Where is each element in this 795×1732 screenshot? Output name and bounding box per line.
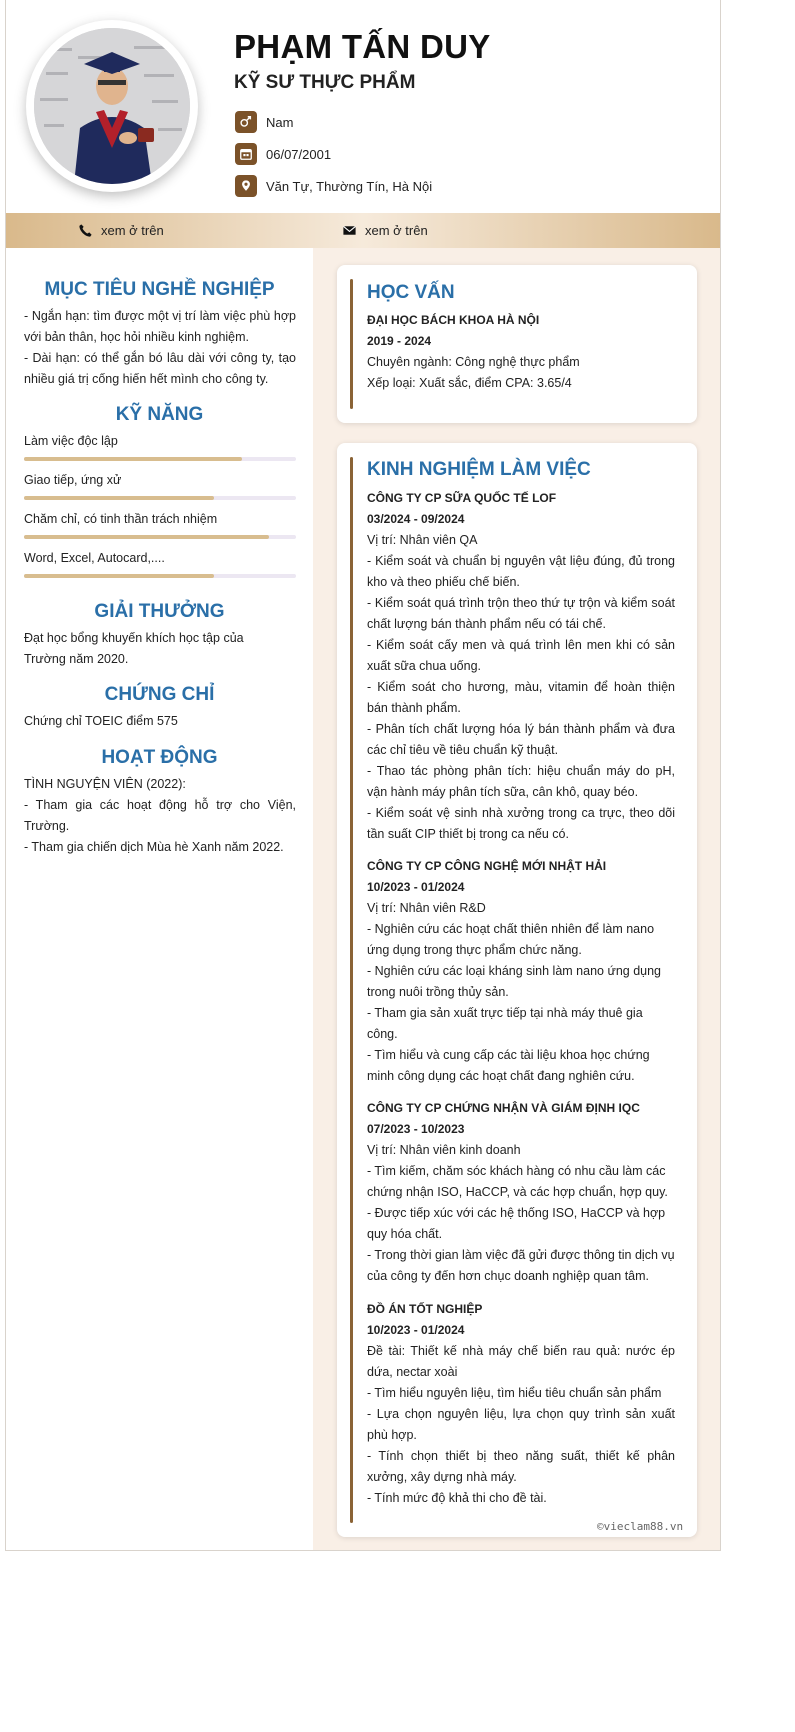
skill-bar-fill [24,496,214,500]
job-task: - Tìm hiểu và cung cấp các tài liệu khoa học chứng minh công dụng các hoạt chất đang nghiên cứu. [367,1048,650,1083]
career-heading: MỤC TIÊU NGHỀ NGHIỆP [44,279,275,300]
accent-line [350,279,353,409]
address-row [235,174,432,198]
skill-label: Chăm chỉ, có tinh thần trách nhiệm [24,512,218,526]
education-period: 2019 - 2024 [367,334,432,348]
job-company: ĐỒ ÁN TỐT NGHIỆP [367,1302,483,1316]
left-column [6,248,313,1550]
job-task: - Tính chọn thiết bị theo năng suất, thiết kế phân xưởng, xây dựng nhà máy. [367,1449,675,1484]
skill-bar [24,496,296,500]
job-period: 07/2023 - 10/2023 [367,1122,465,1136]
skill-bar-fill [24,574,214,578]
job-task: - Thao tác phòng phân tích: hiệu chuẩn máy do pH, vận hành máy phân tích sữa, cân khô, quay béo. [367,764,675,799]
job-position: Vị trí: Nhân viên R&D [367,901,486,915]
activities-line: - Tham gia chiến dịch Mùa hè Xanh năm 2022. [24,840,284,854]
career-short-term: - Ngắn hạn: tìm được một vị trí làm việc phù hợp với bản thân, học hỏi nhiều kinh nghiệm. [24,309,296,344]
cv-header [6,0,720,213]
job-task: - Tìm hiểu nguyên liệu, tìm hiểu tiêu chuẩn sản phẩm [367,1386,662,1400]
skills-heading: KỸ NĂNG [115,404,204,425]
job-task: - Tham gia sản xuất trực tiếp tại nhà máy thuê gia công. [367,1006,643,1041]
job-task: - Kiểm soát cho hương, màu, vitamin để hoàn thiện bán thành phẩm. [367,680,675,715]
job-task: - Kiểm soát và chuẩn bị nguyên vật liệu đúng, đủ trong kho và theo phiếu chế biến. [367,554,675,589]
email-value: xem ở trên [365,223,428,238]
job-task: - Nghiên cứu các loại kháng sinh làm nano ứng dụng trong nuôi trồng thủy sản. [367,964,662,999]
phone-icon [78,223,93,238]
certificates-heading: CHỨNG CHỈ [104,684,215,705]
email-contact [342,213,428,248]
education-heading: HỌC VẤN [367,282,455,303]
awards-heading: GIẢI THƯỞNG [94,601,225,622]
skill-label: Giao tiếp, ứng xử [24,473,122,487]
accent-line [350,457,353,1523]
contact-bar [6,213,720,248]
job-task: - Trong thời gian làm việc đã gửi được thông tin dịch vụ của công ty đến hơn chục doanh nghiệp quan tâm. [367,1248,675,1283]
skill-label: Word, Excel, Autocard,.... [24,551,165,565]
job-period: 03/2024 - 09/2024 [367,512,465,526]
activities-title: TÌNH NGUYỆN VIÊN (2022): [24,777,186,791]
job-period: 10/2023 - 01/2024 [367,880,465,894]
job-company: CÔNG TY CP CHỨNG NHẬN VÀ GIÁM ĐỊNH IQC [367,1101,640,1115]
watermark: ©vieclam88.vn [597,1520,684,1533]
skill-bar [24,457,296,461]
activities-line: - Tham gia các hoạt động hỗ trợ cho Viện, Trường. [24,798,296,833]
job-company: CÔNG TY CP SỮA QUỐC TẾ LOF [367,491,557,505]
awards-text: Đạt học bổng khuyến khích học tập của Trường năm 2020. [24,631,244,666]
education-card [337,265,697,423]
job-company: CÔNG TY CP CÔNG NGHỆ MỚI NHẬT HẢI [367,859,607,873]
skill-bar [24,574,296,578]
job-period: 10/2023 - 01/2024 [367,1323,465,1337]
gender-row [235,110,293,134]
birthday-value: 06/07/2001 [266,146,332,162]
calendar-icon [235,143,257,165]
activities-heading: HOẠT ĐỘNG [101,747,218,768]
job-task: - Lựa chọn nguyên liệu, lựa chọn quy trình sản xuất phù hợp. [367,1407,675,1442]
career-long-term: - Dài hạn: có thể gắn bó lâu dài với công ty, tạo nhiều giá trị cống hiến hết mình cho công ty. [24,351,296,386]
certificates-text: Chứng chỉ TOEIC điểm 575 [24,714,178,728]
skill-bar-fill [24,535,269,539]
job-position: Đề tài: Thiết kế nhà máy chế biến rau quả: nước ép dứa, nectar xoài [367,1344,675,1379]
birthday-row [235,142,331,166]
job-task: - Tìm kiếm, chăm sóc khách hàng có nhu cầu làm các chứng nhận ISO, HaCCP, và các hợp chuẩn, hợp quy. [367,1164,668,1199]
education-grade: Xếp loại: Xuất sắc, điểm CPA: 3.65/4 [367,376,572,390]
avatar [34,28,190,184]
job-position: Vị trí: Nhân viên kinh doanh [367,1143,521,1157]
gender-value: Nam [266,114,294,130]
job-task: - Kiểm soát cấy men và quá trình lên men khi có sản xuất sữa chua uống. [367,638,675,673]
avatar-frame [26,20,198,192]
job-task: - Tính mức độ khả thi cho đề tài. [367,1491,547,1505]
education-major: Chuyên ngành: Công nghệ thực phẩm [367,355,580,369]
job-task: - Nghiên cứu các hoạt chất thiên nhiên để làm nano ứng dụng trong thực phẩm chức năng. [367,922,655,957]
job-position: Vị trí: Nhân viên QA [367,533,478,547]
job-task: - Kiểm soát vệ sinh nhà xưởng trong ca trực, theo dõi tần suất CIP thiết bị trong ca nếu có. [367,806,675,841]
full-name: PHẠM TẤN DUY [234,28,491,65]
skill-bar-fill [24,457,242,461]
skill-label: Làm việc độc lập [24,434,118,448]
job-task: - Kiểm soát quá trình trộn theo thứ tự trộn và kiểm soát chất lượng bán thành phẩm nếu có tái chế. [367,596,675,631]
phone-contact [78,213,164,248]
experience-heading: KINH NGHIỆM LÀM VIỆC [367,459,591,480]
email-icon [342,223,357,238]
job-task: - Được tiếp xúc với các hệ thống ISO, HaCCP và hợp quy hóa chất. [367,1206,666,1241]
address-value: Văn Tự, Thường Tín, Hà Nội [266,178,433,194]
experience-card [337,443,697,1537]
education-school: ĐẠI HỌC BÁCH KHOA HÀ NỘI [367,313,540,327]
cv-page [5,0,721,1551]
phone-value: xem ở trên [101,223,164,238]
job-title: KỸ SƯ THỰC PHẨM [234,72,416,93]
skill-bar [24,535,296,539]
map-pin-icon [235,175,257,197]
gender-icon [235,111,257,133]
job-task: - Phân tích chất lượng hóa lý bán thành phẩm và đưa các chỉ tiêu về tiêu chuẩn kỹ thuật. [367,722,675,757]
right-column [313,248,720,1550]
